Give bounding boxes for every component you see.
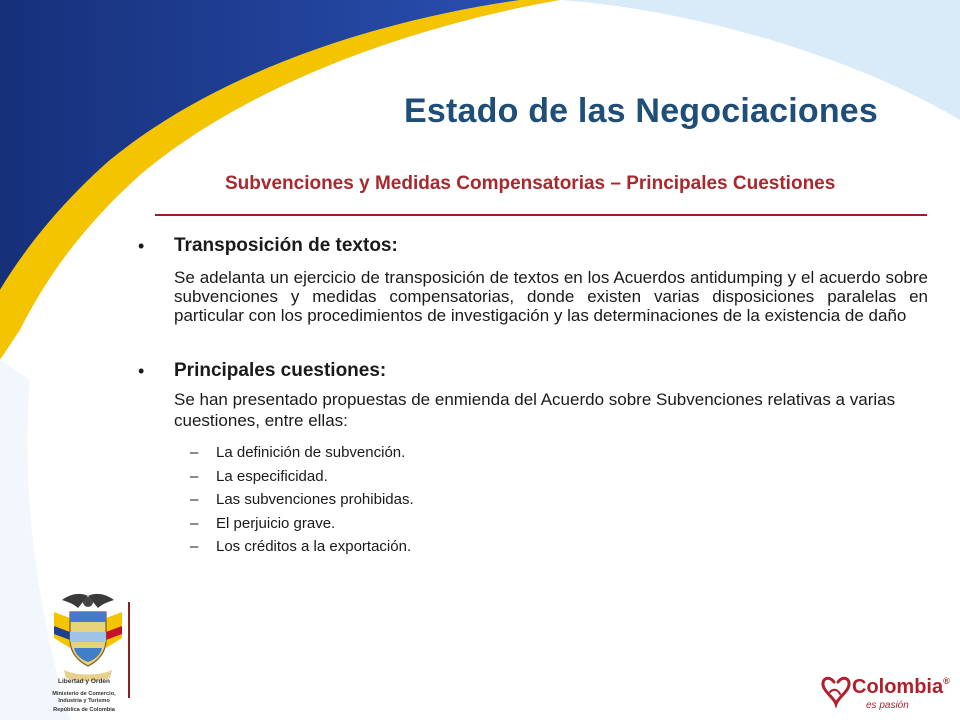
ministry-name-line-2: Industria y Turismo: [58, 698, 110, 704]
ministry-name-line-1: Ministerio de Comercio,: [52, 691, 116, 697]
brand-registered-mark: ®: [943, 676, 950, 686]
bullet-paragraph: Se han presentado propuestas de enmienda del Acuerdo sobre Subvenciones relativas a varias cuestiones, entre ellas:: [174, 390, 896, 430]
dash-icon: –: [190, 514, 199, 532]
slide-subtitle: Subvenciones y Medidas Compensatorias – Principales Cuestiones: [225, 173, 836, 194]
bullet-section: [138, 359, 928, 559]
bullet-icon: •: [138, 361, 145, 381]
bullet-icon: •: [138, 236, 145, 256]
list-item: [174, 441, 928, 465]
crest-motto: Libertad y Orden: [57, 678, 110, 685]
bullet-item: [138, 359, 928, 559]
subtitle-divider: [155, 214, 927, 216]
list-item: [174, 535, 928, 559]
brand-wordmark: [852, 676, 950, 699]
footer-divider: [128, 602, 130, 698]
list-item: [174, 512, 928, 536]
dash-icon: –: [190, 538, 199, 555]
dash-icon: –: [190, 444, 199, 461]
sub-list: [174, 441, 928, 559]
list-item-text: El perjuicio grave.: [216, 514, 336, 532]
list-item: [174, 465, 928, 489]
bullet-paragraph: Se adelanta un ejercicio de transposición de textos en los Acuerdos antidumping y el acuerdo sobre subvenciones y medidas compensatorias, donde existen varias disposiciones paralelas en particular con los procedimientos de investigación y las determinaciones de la existencia de daño: [174, 268, 928, 325]
list-item-text: La definición de subvención.: [216, 444, 406, 461]
slide-title: Estado de las Negociaciones: [404, 92, 879, 130]
bullet-item: [138, 234, 928, 325]
bullet-heading: Transposición de textos:: [174, 235, 398, 256]
brand-tagline: es pasión: [866, 700, 909, 711]
brand-name: Colombia: [852, 676, 944, 698]
list-item-text: Los créditos a la exportación.: [216, 538, 412, 555]
list-item: [174, 488, 928, 512]
bullet-heading: Principales cuestiones:: [174, 360, 387, 381]
dash-icon: –: [190, 491, 199, 508]
list-item-text: La especificidad.: [216, 467, 328, 485]
list-item-text: Las subvenciones prohibidas.: [216, 491, 414, 508]
country-name: República de Colombia: [53, 707, 115, 713]
slide-content: [138, 234, 928, 559]
bullet-section: [138, 234, 928, 325]
dash-icon: –: [190, 467, 199, 485]
